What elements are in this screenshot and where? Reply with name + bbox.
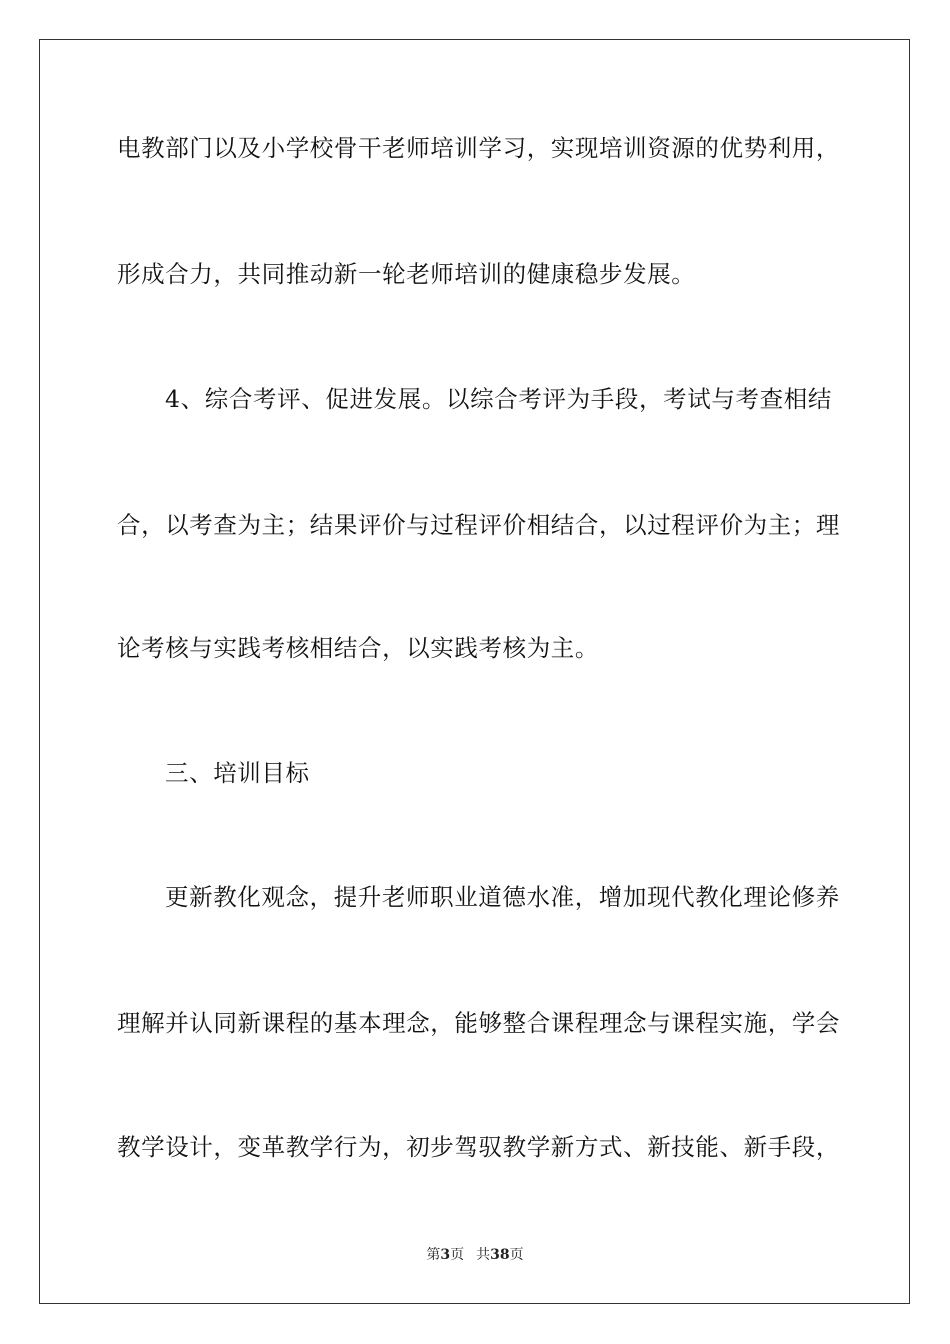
text-line: 论考核与实践考核相结合，以实践考核为主。 xyxy=(117,634,599,662)
footer-total-suffix: 页 xyxy=(509,1247,524,1263)
text-line: 4、综合考评、促进发展。以综合考评为手段，考试与考查相结 xyxy=(165,385,832,413)
page-footer xyxy=(0,1246,950,1264)
footer-page-number: 3 xyxy=(440,1247,451,1263)
footer-page-suffix: 页 xyxy=(450,1247,465,1263)
text-line: 形成合力，共同推动新一轮老师培训的健康稳步发展。 xyxy=(117,260,696,288)
footer-total-prefix: 共 xyxy=(476,1247,491,1263)
section-heading: 三、培训目标 xyxy=(165,759,310,787)
footer-page-prefix: 第 xyxy=(426,1247,441,1263)
text-line: 电教部门以及小学校骨干老师培训学习，实现培训资源的优势利用， xyxy=(117,134,840,162)
text-line: 教学设计，变革教学行为，初步驾驭教学新方式、新技能、新手段， xyxy=(117,1133,840,1161)
text-line: 合，以考查为主；结果评价与过程评价相结合，以过程评价为主；理 xyxy=(117,511,840,539)
page-frame xyxy=(39,39,910,1304)
text-line: 更新教化观念，提升老师职业道德水准，增加现代教化理论修养 xyxy=(165,883,840,911)
footer-total-pages: 38 xyxy=(490,1247,510,1263)
text-line: 理解并认同新课程的基本理念，能够整合课程理念与课程实施，学会 xyxy=(117,1009,840,1037)
